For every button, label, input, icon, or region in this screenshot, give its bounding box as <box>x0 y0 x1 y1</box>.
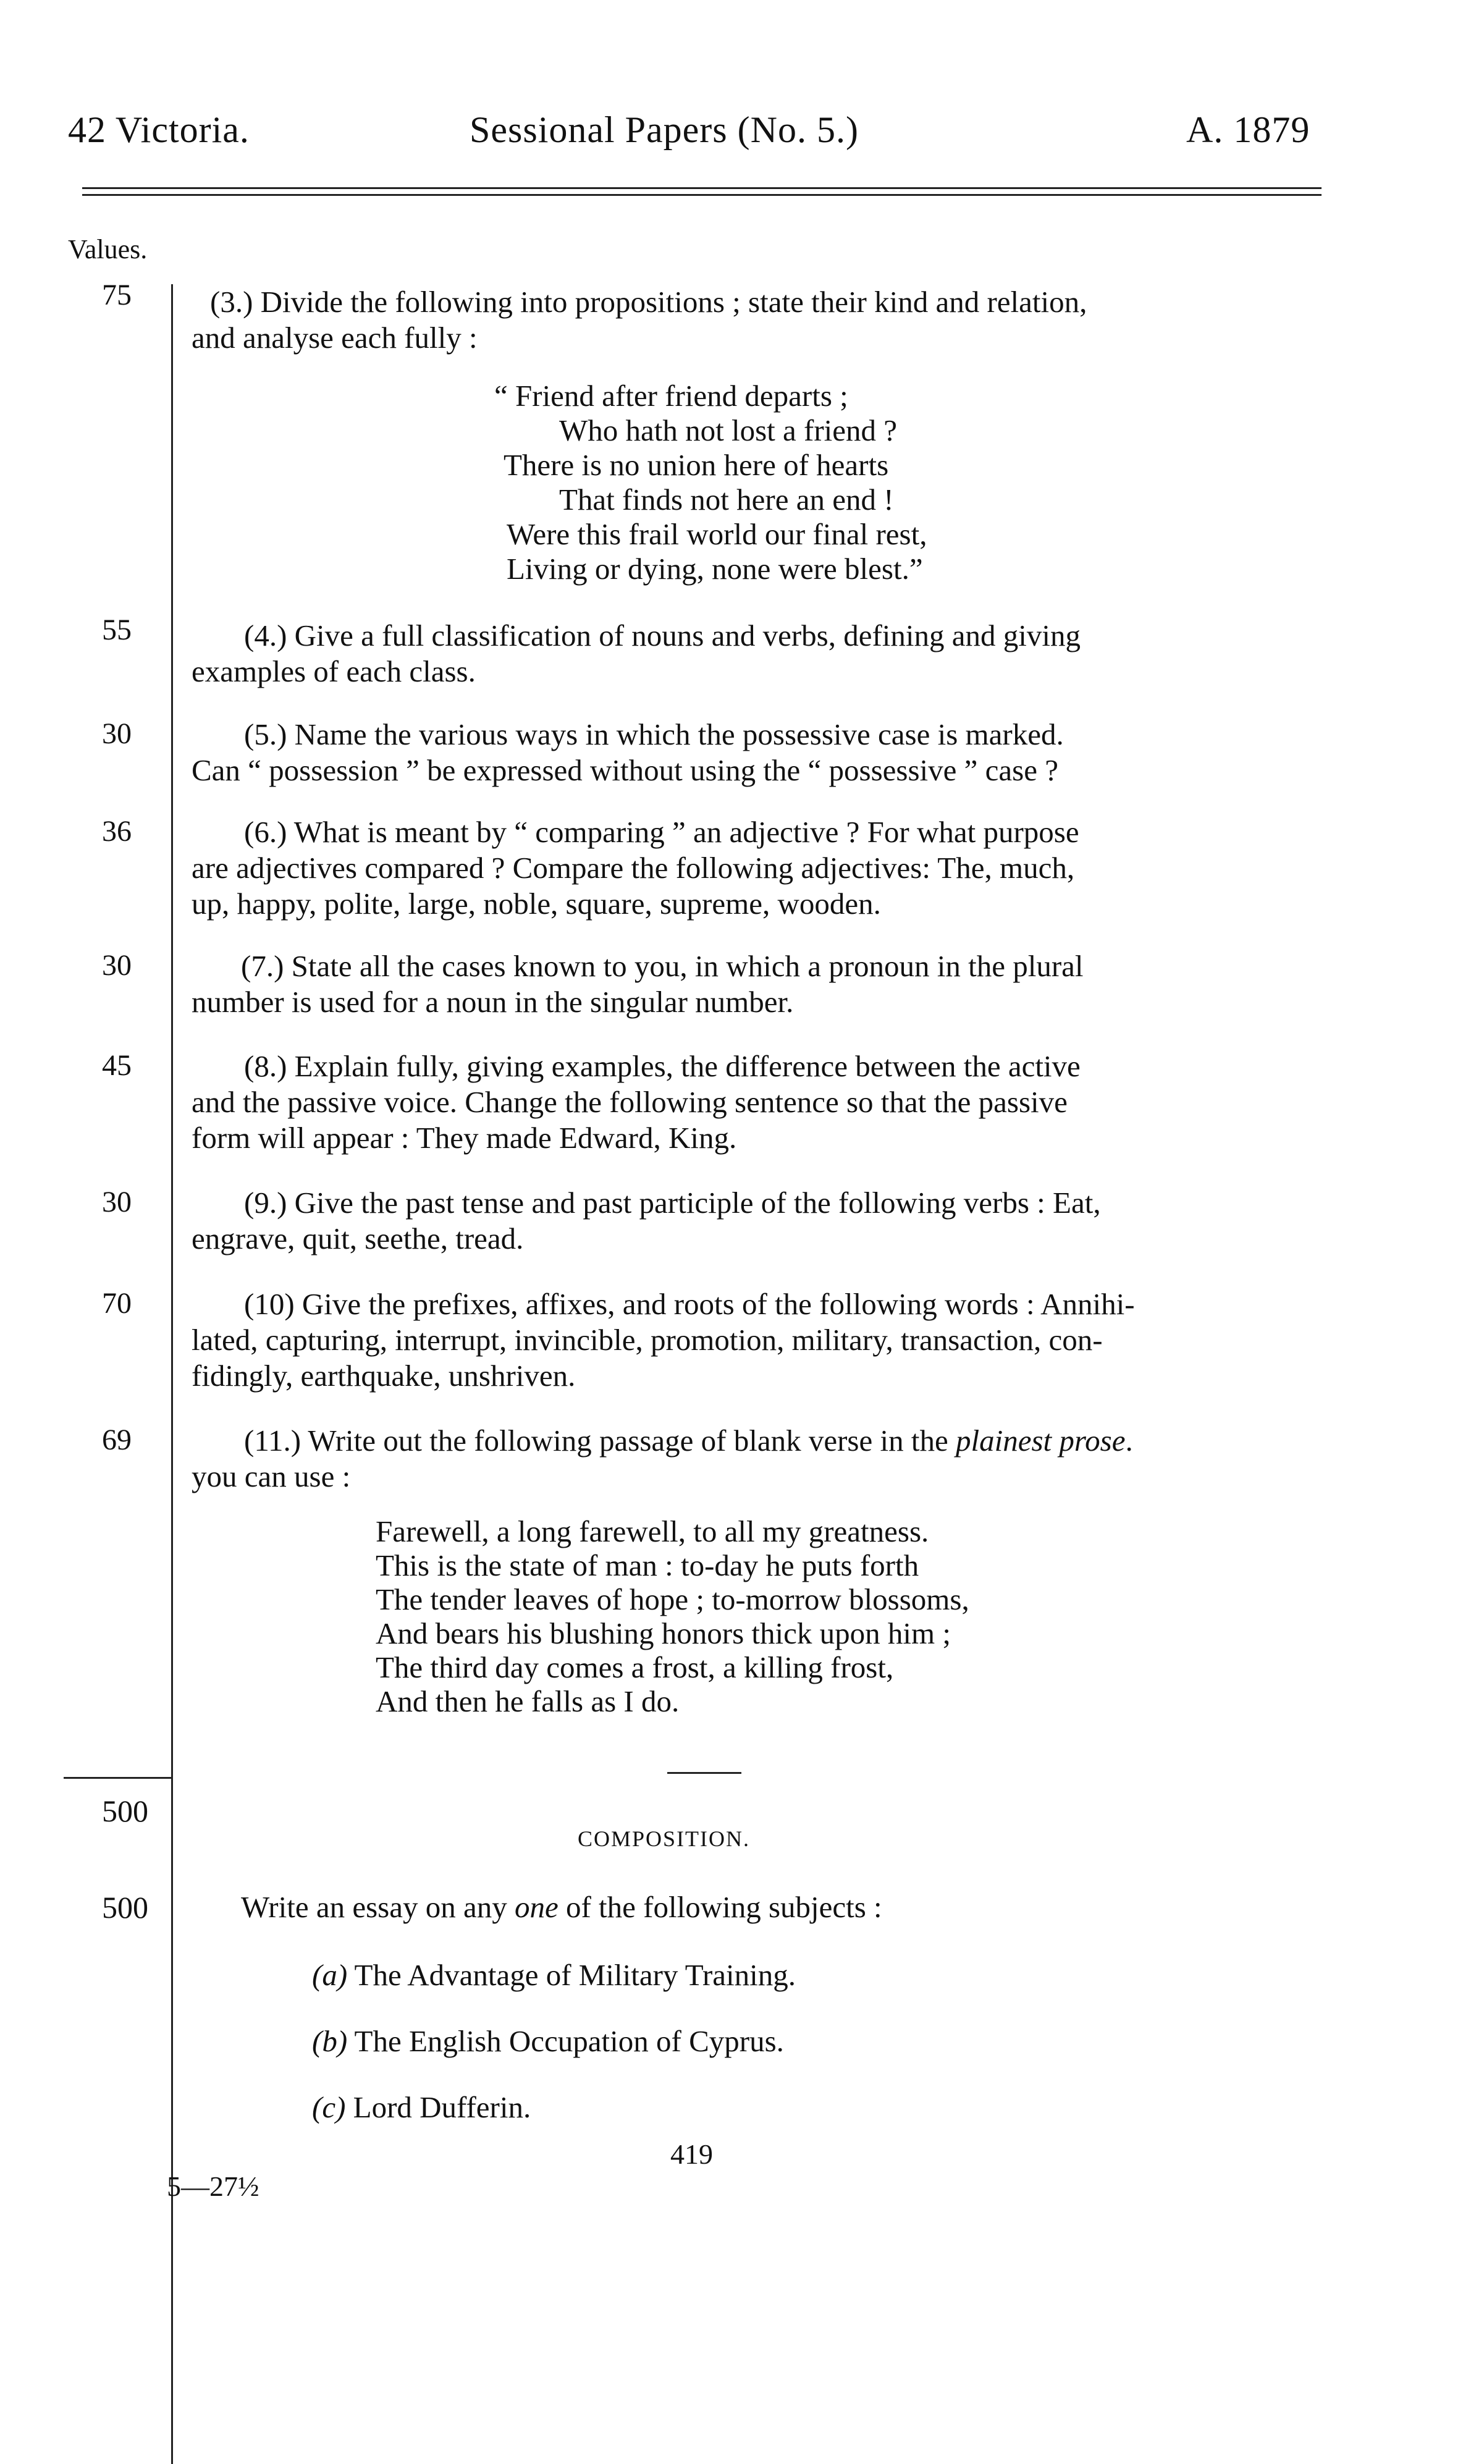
question-line: up, happy, polite, large, noble, square, supreme, wooden. <box>192 887 881 921</box>
question-line: (7.) State all the cases known to you, in which a pronoun in the plural <box>241 949 1084 983</box>
subject-label: (b) <box>312 2024 348 2058</box>
poem-line: This is the state of man : to-day he puts forth <box>376 1548 919 1582</box>
poem-line: Were this frail world our final rest, <box>507 517 927 551</box>
subject-text: Lord Dufferin. <box>353 2090 531 2124</box>
poem-line: Who hath not lost a friend ? <box>559 413 898 447</box>
question-line: (4.) Give a full classification of nouns and verbs, defining and giving <box>244 618 1081 652</box>
total-value: 500 <box>102 1794 148 1828</box>
subject-item <box>312 2023 784 2059</box>
intro-text: of the following subjects : <box>565 1890 882 1924</box>
question-line: Can “ possession ” be expressed without using the “ possessive ” case ? <box>192 753 1058 787</box>
question-line: and the passive voice. Change the following sentence so that the passive <box>192 1085 1068 1119</box>
subject-item <box>312 2090 531 2125</box>
composition-heading: COMPOSITION. <box>578 1826 751 1851</box>
values-heading: Values. <box>68 234 148 264</box>
poem-line: The tender leaves of hope ; to-morrow blossoms, <box>376 1582 969 1616</box>
question-value: 45 <box>102 1049 132 1082</box>
question-line: (10) Give the prefixes, affixes, and roots of the following words : Annihi- <box>244 1287 1135 1321</box>
question-value: 30 <box>102 949 132 982</box>
subject-label: (a) <box>312 1958 348 1992</box>
question-line: form will appear : They made Edward, King. <box>192 1121 737 1155</box>
question-value: 70 <box>102 1287 132 1320</box>
question-italic: plainest prose <box>955 1424 1126 1458</box>
poem-line: “ Friend after friend departs ; <box>494 379 848 413</box>
question-line: you can use : <box>192 1459 351 1493</box>
composition-divider <box>171 1784 173 2464</box>
section-divider <box>667 1772 741 1774</box>
subject-text: The English Occupation of Cyprus. <box>354 2024 784 2058</box>
header-rule-bottom <box>82 194 1322 196</box>
question-line: number is used for a noun in the singular number. <box>192 985 794 1019</box>
header-center: Sessional Papers (No. 5.) <box>470 109 859 150</box>
question-line: (11.) Write out the following passage of blank verse in the plainest prose. <box>244 1424 1133 1458</box>
question-line: (9.) Give the past tense and past participle of the following verbs : Eat, <box>244 1186 1101 1220</box>
poem-line: And bears his blushing honors thick upon him ; <box>376 1616 951 1650</box>
header-left: 42 Victoria. <box>68 109 250 150</box>
poem-line: And then he falls as I do. <box>376 1684 680 1718</box>
question-line: fidingly, earthquake, unshriven. <box>192 1359 576 1393</box>
header-right: A. 1879 <box>1186 109 1310 150</box>
values-total-rule <box>64 1777 172 1779</box>
poem-line: Living or dying, none were blest.” <box>507 552 923 586</box>
subject-label: (c) <box>312 2090 346 2124</box>
question-line: (3.) Divide the following into propositions ; state their kind and relation, <box>210 285 1087 319</box>
question-value: 30 <box>102 717 132 750</box>
question-line: examples of each class. <box>192 654 476 688</box>
composition-value: 500 <box>102 1890 148 1925</box>
values-divider <box>171 284 173 1928</box>
poem-line: Farewell, a long farewell, to all my greatness. <box>376 1514 929 1548</box>
poem-line: The third day comes a frost, a killing frost, <box>376 1650 894 1684</box>
question-line: lated, capturing, interrupt, invincible, promotion, military, transaction, con- <box>192 1323 1103 1357</box>
intro-italic: one <box>514 1890 559 1924</box>
intro-text: Write an essay on any <box>241 1890 507 1924</box>
subject-text: The Advantage of Military Training. <box>354 1958 796 1992</box>
question-line: are adjectives compared ? Compare the following adjectives: The, much, <box>192 851 1075 885</box>
question-value: 69 <box>102 1424 132 1456</box>
question-line: and analyse each fully : <box>192 321 478 355</box>
page-number: 419 <box>670 2138 713 2170</box>
question-value: 30 <box>102 1186 132 1218</box>
question-value: 55 <box>102 614 132 646</box>
composition-intro <box>241 1889 882 1925</box>
signature-mark: 5—27½ <box>167 2171 259 2202</box>
question-line: (8.) Explain fully, giving examples, the difference between the active <box>244 1049 1081 1083</box>
poem-line: That finds not here an end ! <box>559 483 894 517</box>
question-line: (5.) Name the various ways in which the possessive case is marked. <box>244 717 1064 751</box>
poem-line: There is no union here of hearts <box>504 448 889 482</box>
subject-item <box>312 1957 796 1993</box>
question-value: 75 <box>102 279 132 311</box>
header-rule-top <box>82 187 1322 189</box>
question-text: (11.) Write out the following passage of blank verse in the <box>244 1424 948 1458</box>
question-line: engrave, quit, seethe, tread. <box>192 1221 524 1255</box>
question-line: (6.) What is meant by “ comparing ” an adjective ? For what purpose <box>244 815 1079 849</box>
question-value: 36 <box>102 815 132 848</box>
